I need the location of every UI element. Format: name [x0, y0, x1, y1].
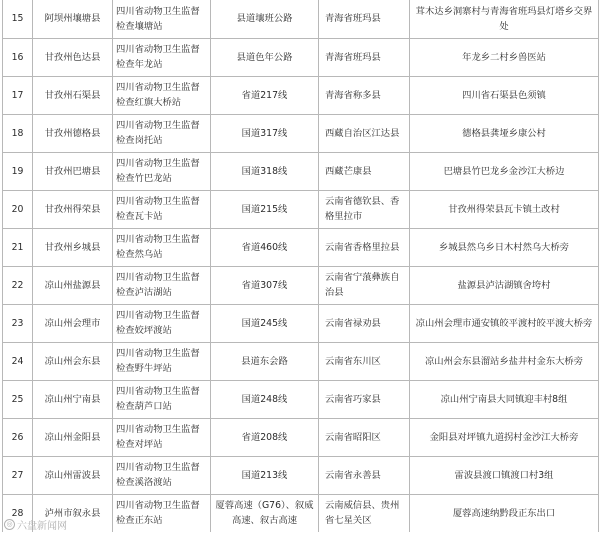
- cell-boundary: 云南省宁蒗彝族自治县: [319, 266, 410, 304]
- cell-station: 四川省动物卫生监督检查年龙站: [113, 38, 211, 76]
- cell-boundary: 云南威信县、贵州省七星关区: [319, 494, 410, 532]
- cell-boundary: 云南省东川区: [319, 342, 410, 380]
- cell-area: 甘孜州色达县: [33, 38, 113, 76]
- cell-location: 茸木达乡洞寨村与青海省班玛县灯塔乡交界处: [410, 0, 599, 38]
- cell-no: 27: [3, 456, 33, 494]
- cell-location: 年龙乡二村乡兽医站: [410, 38, 599, 76]
- weibo-icon: ◎: [4, 519, 15, 530]
- cell-no: 19: [3, 152, 33, 190]
- cell-location: 厦蓉高速纳黔段正东出口: [410, 494, 599, 532]
- cell-road: 国道245线: [211, 304, 319, 342]
- cell-area: 凉山州会东县: [33, 342, 113, 380]
- cell-area: 甘孜州石渠县: [33, 76, 113, 114]
- cell-no: 28: [3, 494, 33, 532]
- cell-area: 凉山州会理市: [33, 304, 113, 342]
- cell-station: 四川省动物卫生监督检查瓦卡站: [113, 190, 211, 228]
- cell-station: 四川省动物卫生监督检查葫芦口站: [113, 380, 211, 418]
- cell-boundary: 西藏自治区江达县: [319, 114, 410, 152]
- cell-road: 国道317线: [211, 114, 319, 152]
- table-row: [3, 76, 599, 114]
- cell-location: 德格县龚垭乡康公村: [410, 114, 599, 152]
- cell-location: 金阳县对坪镇九道拐村金沙江大桥旁: [410, 418, 599, 456]
- cell-station: 四川省动物卫生监督检查对坪站: [113, 418, 211, 456]
- cell-station: 四川省动物卫生监督检查溪洛渡站: [113, 456, 211, 494]
- cell-no: 15: [3, 0, 33, 38]
- cell-station: 四川省动物卫生监督检查姣坪渡站: [113, 304, 211, 342]
- cell-no: 16: [3, 38, 33, 76]
- cell-road: 国道213线: [211, 456, 319, 494]
- cell-road: 厦蓉高速（G76）、叙威高速、叙古高速: [211, 494, 319, 532]
- table-row: [3, 228, 599, 266]
- cell-no: 25: [3, 380, 33, 418]
- cell-boundary: 云南省禄劝县: [319, 304, 410, 342]
- table-row: [3, 418, 599, 456]
- cell-boundary: 云南省昭阳区: [319, 418, 410, 456]
- table-row: [3, 380, 599, 418]
- table-row: [3, 114, 599, 152]
- cell-road: 国道248线: [211, 380, 319, 418]
- cell-boundary: 云南省永善县: [319, 456, 410, 494]
- cell-location: 凉山州会东县溜站乡盐井村金东大桥旁: [410, 342, 599, 380]
- cell-road: 县道色年公路: [211, 38, 319, 76]
- cell-boundary: 青海省班玛县: [319, 0, 410, 38]
- cell-road: 县道东会路: [211, 342, 319, 380]
- cell-boundary: 西藏芒康县: [319, 152, 410, 190]
- cell-station: 四川省动物卫生监督检查竹巴龙站: [113, 152, 211, 190]
- cell-area: 凉山州宁南县: [33, 380, 113, 418]
- cell-location: 四川省石渠县色须镇: [410, 76, 599, 114]
- cell-no: 17: [3, 76, 33, 114]
- cell-no: 24: [3, 342, 33, 380]
- cell-no: 23: [3, 304, 33, 342]
- watermark-text: 六盘新闻网: [17, 521, 67, 532]
- table-row: [3, 456, 599, 494]
- table-row: [3, 266, 599, 304]
- cell-station: 四川省动物卫生监督检查然乌站: [113, 228, 211, 266]
- cell-boundary: 云南省巧家县: [319, 380, 410, 418]
- cell-station: 四川省动物卫生监督检查红旗大桥站: [113, 76, 211, 114]
- cell-area: 凉山州雷波县: [33, 456, 113, 494]
- cell-station: 四川省动物卫生监督检查壤塘站: [113, 0, 211, 38]
- cell-road: 省道460线: [211, 228, 319, 266]
- cell-station: 四川省动物卫生监督检查岗托站: [113, 114, 211, 152]
- cell-station: 四川省动物卫生监督检查正东站: [113, 494, 211, 532]
- cell-boundary: 云南省德钦县、香格里拉市: [319, 190, 410, 228]
- cell-location: 凉山州宁南县大同镇迎丰村8组: [410, 380, 599, 418]
- table-row: [3, 304, 599, 342]
- cell-road: 省道217线: [211, 76, 319, 114]
- cell-station: 四川省动物卫生监督检查野牛坪站: [113, 342, 211, 380]
- table-row: [3, 152, 599, 190]
- cell-area: 泸州市叙永县: [33, 494, 113, 532]
- cell-no: 22: [3, 266, 33, 304]
- cell-area: 阿坝州壤塘县: [33, 0, 113, 38]
- table-row: [3, 0, 599, 38]
- table-row: [3, 38, 599, 76]
- cell-area: 甘孜州德格县: [33, 114, 113, 152]
- checkpoint-table: [2, 0, 599, 532]
- cell-no: 26: [3, 418, 33, 456]
- cell-area: 甘孜州得荣县: [33, 190, 113, 228]
- cell-area: 甘孜州巴塘县: [33, 152, 113, 190]
- cell-road: 县道壤班公路: [211, 0, 319, 38]
- cell-location: 凉山州会理市通安镇皎平渡村皎平渡大桥旁: [410, 304, 599, 342]
- cell-location: 甘孜州得荣县瓦卡镇土改村: [410, 190, 599, 228]
- cell-boundary: 云南省香格里拉县: [319, 228, 410, 266]
- cell-no: 20: [3, 190, 33, 228]
- table-row: [3, 494, 599, 532]
- cell-no: 18: [3, 114, 33, 152]
- table-row: [3, 342, 599, 380]
- cell-area: 凉山州盐源县: [33, 266, 113, 304]
- cell-road: 省道307线: [211, 266, 319, 304]
- cell-location: 盐源县泸沽湖镇舍垮村: [410, 266, 599, 304]
- cell-location: 巴塘县竹巴龙乡金沙江大桥边: [410, 152, 599, 190]
- table-body: [3, 0, 599, 532]
- cell-road: 省道208线: [211, 418, 319, 456]
- watermark: [4, 517, 67, 532]
- cell-no: 21: [3, 228, 33, 266]
- cell-road: 国道215线: [211, 190, 319, 228]
- cell-area: 凉山州金阳县: [33, 418, 113, 456]
- cell-boundary: 青海省班玛县: [319, 38, 410, 76]
- cell-boundary: 青海省称多县: [319, 76, 410, 114]
- cell-station: 四川省动物卫生监督检查泸沽湖站: [113, 266, 211, 304]
- cell-location: 乡城县然乌乡日木村然乌大桥旁: [410, 228, 599, 266]
- cell-road: 国道318线: [211, 152, 319, 190]
- table-row: [3, 190, 599, 228]
- cell-area: 甘孜州乡城县: [33, 228, 113, 266]
- cell-location: 雷波县渡口镇渡口村3组: [410, 456, 599, 494]
